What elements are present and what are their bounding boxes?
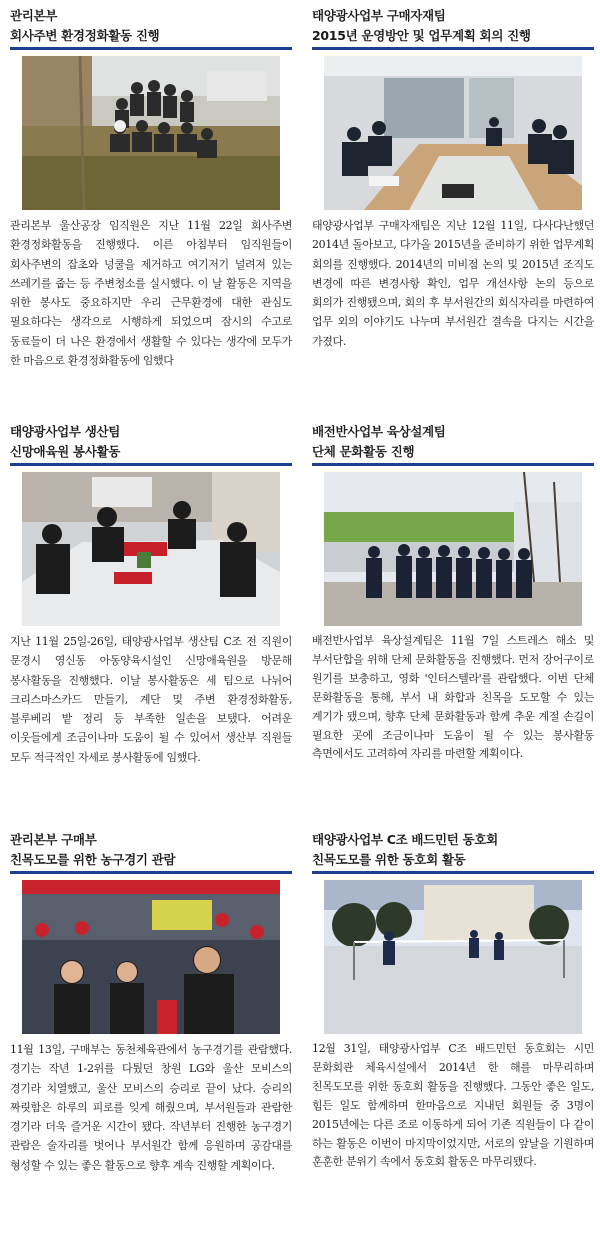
article-volunteer <box>10 422 292 767</box>
article-body: 관리본부 울산공장 임직원은 지난 11월 22일 회사주변 환경정화활동을 진행했다. 이른 아침부터 임직원들이 회사주변의 잡초와 넝쿨을 제거하고 여기저기 널려져 있는 쓰레기를 줍는 등 주변청소를 실시했다. 이 날 활동은 지역을 위한 봉사도 중요하지만 우리 근무환경에 대한 관심도 필요하다는 생각으로 시행하게 되었으며 잠시의 수고로 동료들이 더 나은 환경에서 생활할 수 있다는 생각에 모두가 한 마음으로 환경정화활동에 임했다 <box>10 219 292 368</box>
article-body: 태양광사업부 구매자재팀은 지난 12월 11일, 다사다난했던 2014년 돌아보고, 다가올 2015년을 준비하기 위한 업무계획 회의를 진행했다. 2014년의 미비점 논의 및 2015년 조직도 변경에 따른 변경사항 확인, 업무 개선사항 논의 등으로 회의가 진행됐으며, 회의 후 부서원간의 회식자리를 마련하여 업무 외의 이야기도 나누며 부서원간 결속을 다지는 시간을 가졌다. <box>312 219 594 348</box>
article-photo <box>22 56 280 210</box>
article-badminton <box>312 830 594 1172</box>
article-department: 태양광사업부 생산팀 <box>10 424 121 439</box>
title-divider <box>312 47 594 50</box>
article-photo <box>324 880 582 1034</box>
article-body: 11월 13일, 구매부는 동천체육관에서 농구경기를 관람했다. 경기는 작년 1-2위를 다퉜던 창원 LG와 울산 모비스의 경기라 치열했고, 울산 모비스의 승리로 끝이 났다. 승리의 짜릿함은 하루의 피로를 잊게 해줬으며, 부서원들과 관람한 경기라 더욱 즐거운 시간이 됐다. 작년부터 진행한 농구경기 관람은 술자리를 벗어나 부서원간 함께 응원하며 공감대를 형성할 수 있는 좋은 활동으로 향후 계속 진행할 계획이다. <box>10 1043 292 1172</box>
article-department: 태양광사업부 구매자재팀 <box>312 8 446 23</box>
article-title: 신망애육원 봉사활동 <box>10 444 121 459</box>
article-body: 지난 11월 25일-26일, 태양광사업부 생산팀 C조 전 직원이 문경시 영신동 아동양육시설인 신망애육원을 방문해 봉사활동을 진행했다. 이날 봉사활동은 세 팀으로 나뉘어 크리스마스카드 만들기, 계단 및 주변 환경정화활동, 블루베리 밭 정리 등 부족한 일손을 보탰다. 어려운 이웃들에게 조금이나마 도움이 될 수 있어서 생산부 직원들 모두 적극적인 자세로 봉사활동에 임했다. <box>10 635 292 764</box>
article-cleanup <box>10 6 292 370</box>
article-department: 태양광사업부 C조 배드민턴 동호회 <box>312 832 498 847</box>
article-planning-meeting <box>312 6 594 351</box>
article-body: 배전반사업부 육상설계팀은 11월 7일 스트레스 해소 및 부서단합을 위해 단체 문화활동을 진행했다. 먼저 장어구이로 원기를 보충하고, 영화 '인터스텔라'를 관람했다. 이번 단체 문화활동을 통해, 부서 내 화합과 친목을 도모할 수 있는 계기가 됐으며, 향후 단체 문화활동과 함께 추운 계절 손길이 필요한 곳에 조금이나마 도움이 될 수 있는 봉사활동 측면에서도 고려하여 자리를 마련할 계획이다. <box>312 634 594 761</box>
article-title: 친목도모를 위한 농구경기 관람 <box>10 852 176 867</box>
article-basketball <box>10 830 292 1175</box>
article-photo <box>22 880 280 1034</box>
title-divider <box>312 463 594 466</box>
article-culture-activity <box>312 422 594 764</box>
article-body: 12월 31일, 태양광사업부 C조 배드민턴 동호회는 시민 문화회관 체육시설에서 2014년 한 해를 마무리하며 친목도모를 위한 동호회 활동을 진행했다. 그동안 좋은 일도, 힘든 일도 함께하며 한마음으로 지내던 회원들 중 3명이 2015년에는 다른 조로 이동하게 되어 기존 직원들이 다 같이 하는 활동은 이번이 마지막이었지만, 서로의 앞날을 기원하며 훈훈한 분위기 속에서 동호회 활동은 마무리됐다. <box>312 1042 594 1169</box>
article-department: 관리본부 구매부 <box>10 832 97 847</box>
article-department: 관리본부 <box>10 8 58 23</box>
article-photo <box>324 472 582 626</box>
article-title: 친목도모를 위한 동호회 활동 <box>312 852 466 867</box>
article-title: 단체 문화활동 진행 <box>312 444 415 459</box>
article-title: 2015년 운영방안 및 업무계획 회의 진행 <box>312 28 531 43</box>
article-department: 배전반사업부 육상설계팀 <box>312 424 446 439</box>
title-divider <box>10 47 292 50</box>
article-title: 회사주변 환경정화활동 진행 <box>10 28 160 43</box>
article-photo <box>22 472 280 626</box>
title-divider <box>10 871 292 874</box>
article-photo <box>324 56 582 210</box>
title-divider <box>10 463 292 466</box>
title-divider <box>312 871 594 874</box>
